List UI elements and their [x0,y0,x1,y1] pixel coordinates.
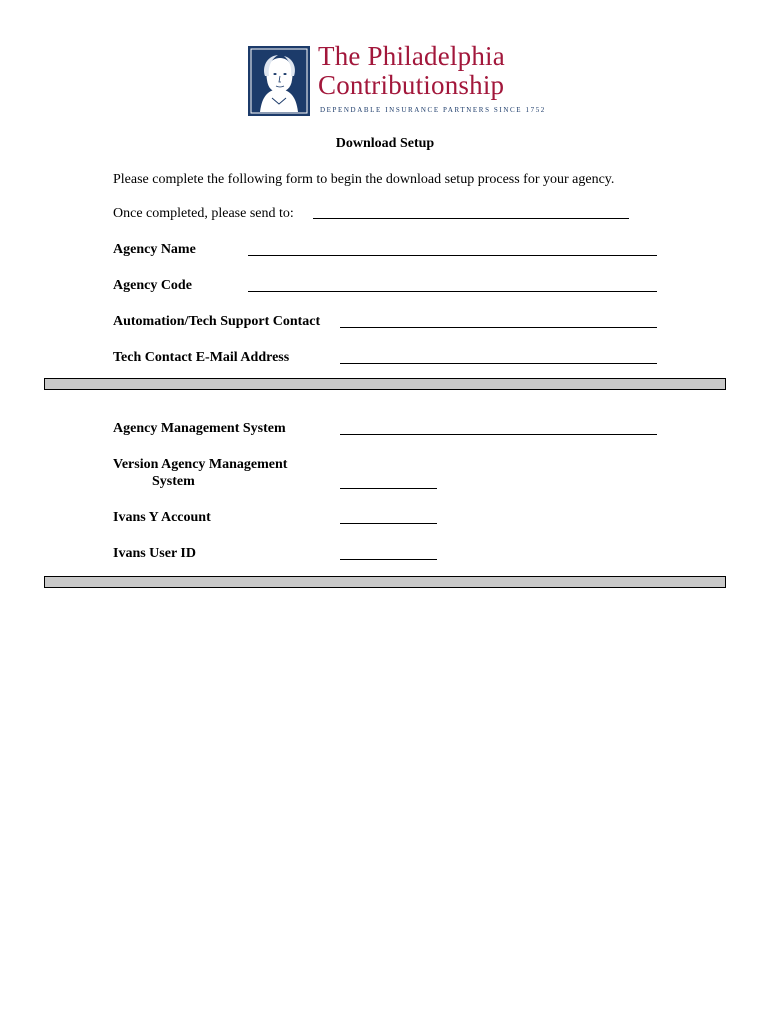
send-to-field[interactable] [313,218,629,219]
agency-code-label: Agency Code [113,278,192,293]
logo-title-line1: The Philadelphia [318,41,505,71]
ivans-account-label: Ivans Y Account [113,510,211,525]
ams-field[interactable] [340,434,657,435]
tech-email-label: Tech Contact E-Mail Address [113,350,290,365]
agency-name-field[interactable] [248,255,657,256]
ivans-user-field[interactable] [340,559,437,560]
version-ams-field[interactable] [340,488,437,489]
franklin-portrait-icon [248,46,310,116]
tech-email-field[interactable] [340,363,657,364]
intro-text: Please complete the following form to begin the download setup process for your agency. [113,172,615,187]
company-logo [248,41,546,118]
support-contact-label: Automation/Tech Support Contact [113,314,321,329]
send-to-label: Once completed, please send to: [113,206,294,221]
logo-tagline: DEPENDABLE INSURANCE PARTNERS SINCE 1752 [320,106,546,114]
agency-name-label: Agency Name [113,242,196,257]
section-divider-bottom [44,576,726,588]
version-ams-label-line1: Version Agency Management [113,457,288,472]
ivans-user-label: Ivans User ID [113,546,196,561]
ams-label: Agency Management System [113,421,286,436]
version-ams-label-line2: System [152,474,195,489]
agency-code-field[interactable] [248,291,657,292]
logo-title [318,42,505,100]
ivans-account-field[interactable] [340,523,437,524]
section-divider [44,378,726,390]
logo-title-line2: Contributionship [318,70,505,100]
page-title: Download Setup [335,136,435,151]
support-contact-field[interactable] [340,327,657,328]
